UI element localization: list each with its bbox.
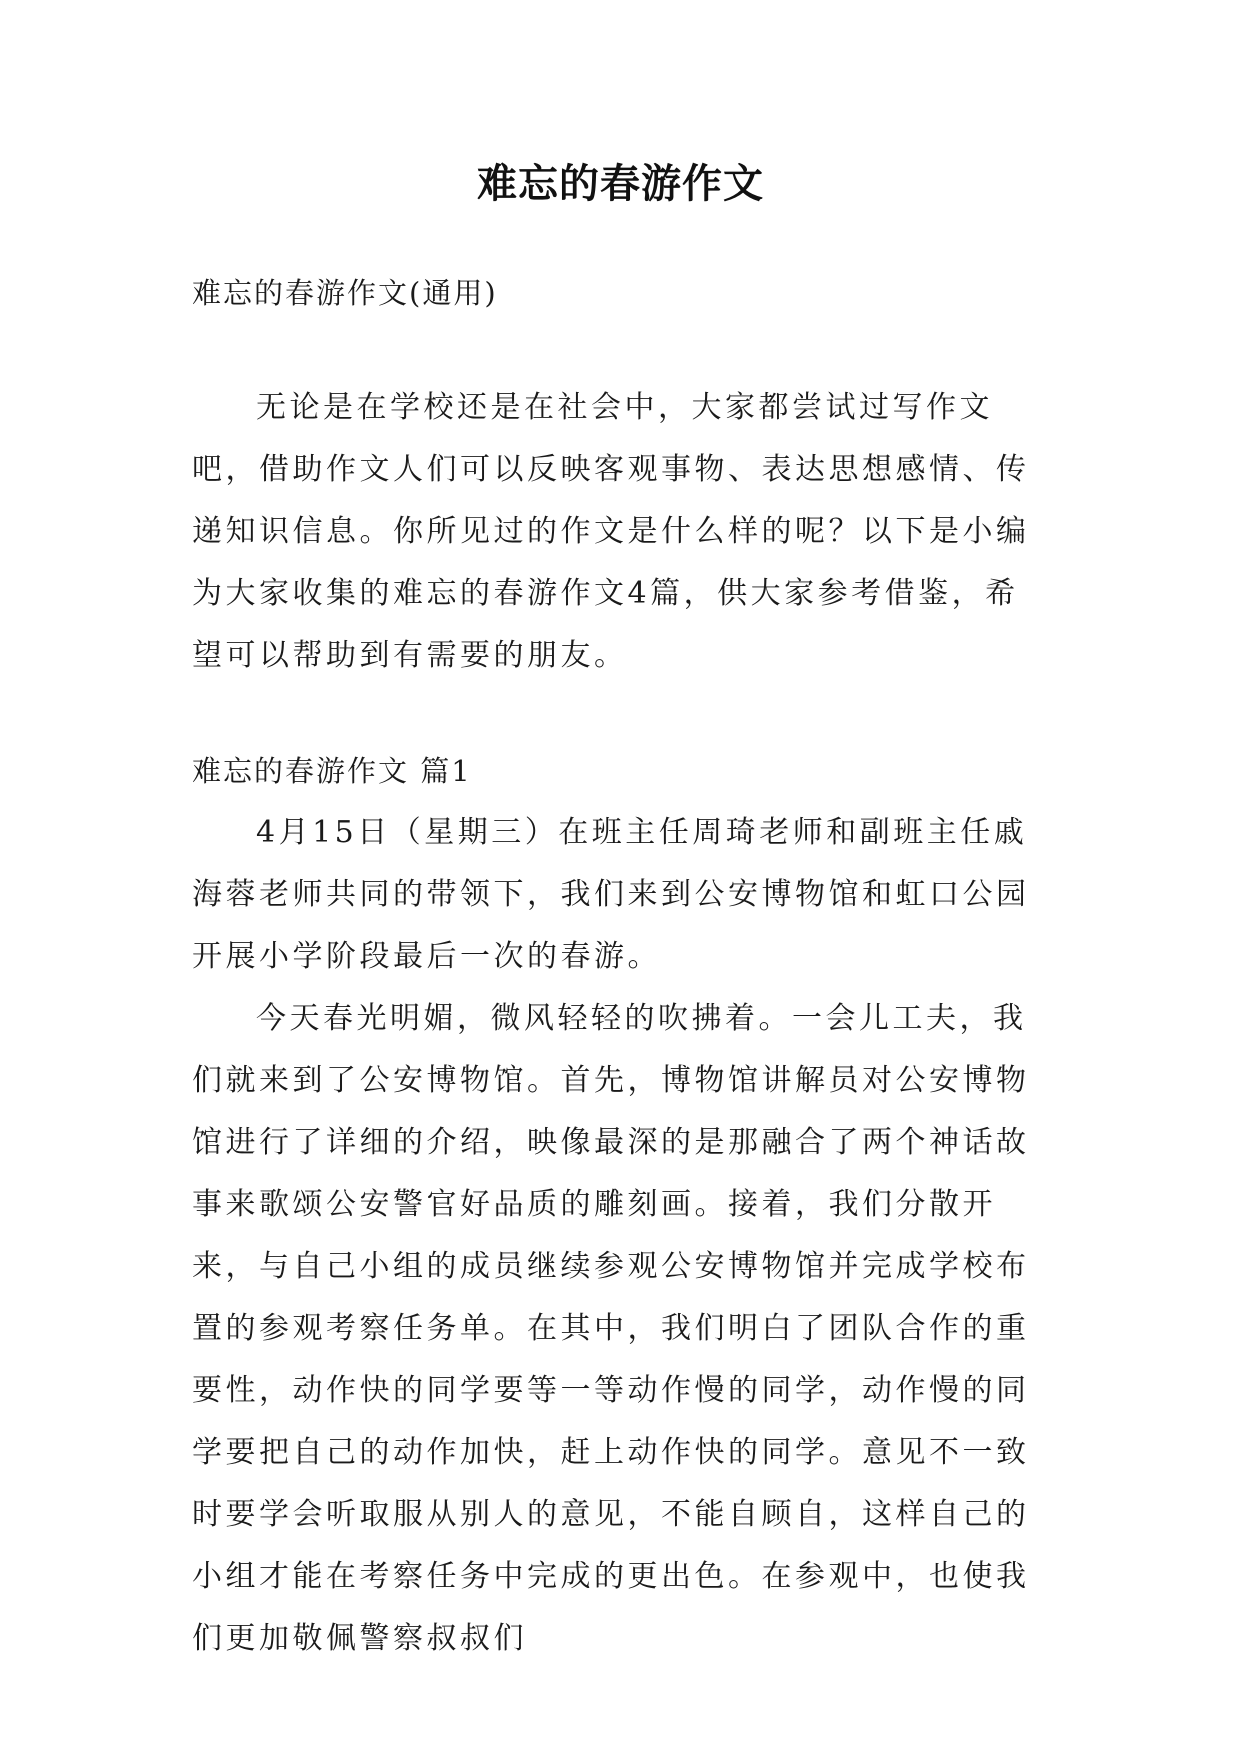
- intro-paragraph: 无论是在学校还是在社会中，大家都尝试过写作文吧，借助作文人们可以反映客观事物、表达思想感情、传递知识信息。你所见过的作文是什么样的呢？以下是小编为大家收集的难忘的春游作文4篇，供大家参考借鉴，希望可以帮助到有需要的朋友。: [192, 390, 1030, 673]
- body-paragraph: 今天春光明媚，微风轻轻的吹拂着。一会儿工夫，我们就来到了公安博物馆。首先，博物馆讲解员对公安博物馆进行了详细的介绍，映像最深的是那融合了两个神话故事来歌颂公安警官好品质的雕刻画。接着，我们分散开来，与自己小组的成员继续参观公安博物馆并完成学校布置的参观考察任务单。在其中，我们明白了团队合作的重要性，动作快的同学要等一等动作慢的同学，动作慢的同学要把自己的动作加快，赶上动作快的同学。意见不一致时要学会听取服从别人的意见，不能自顾自，这样自己的小组才能在考察任务中完成的更出色。在参观中，也使我们更加敬佩警察叔叔们: [192, 1001, 1030, 1656]
- document-subtitle: 难忘的春游作文(通用): [192, 276, 498, 310]
- document-title: 难忘的春游作文: [477, 160, 764, 207]
- section-heading: 难忘的春游作文 篇1: [192, 754, 472, 788]
- document-body: [192, 262, 1052, 1670]
- body-paragraph: 4月15日（星期三）在班主任周琦老师和副班主任戚海蓉老师共同的带领下，我们来到公安博物馆和虹口公园开展小学阶段最后一次的春游。: [192, 815, 1030, 974]
